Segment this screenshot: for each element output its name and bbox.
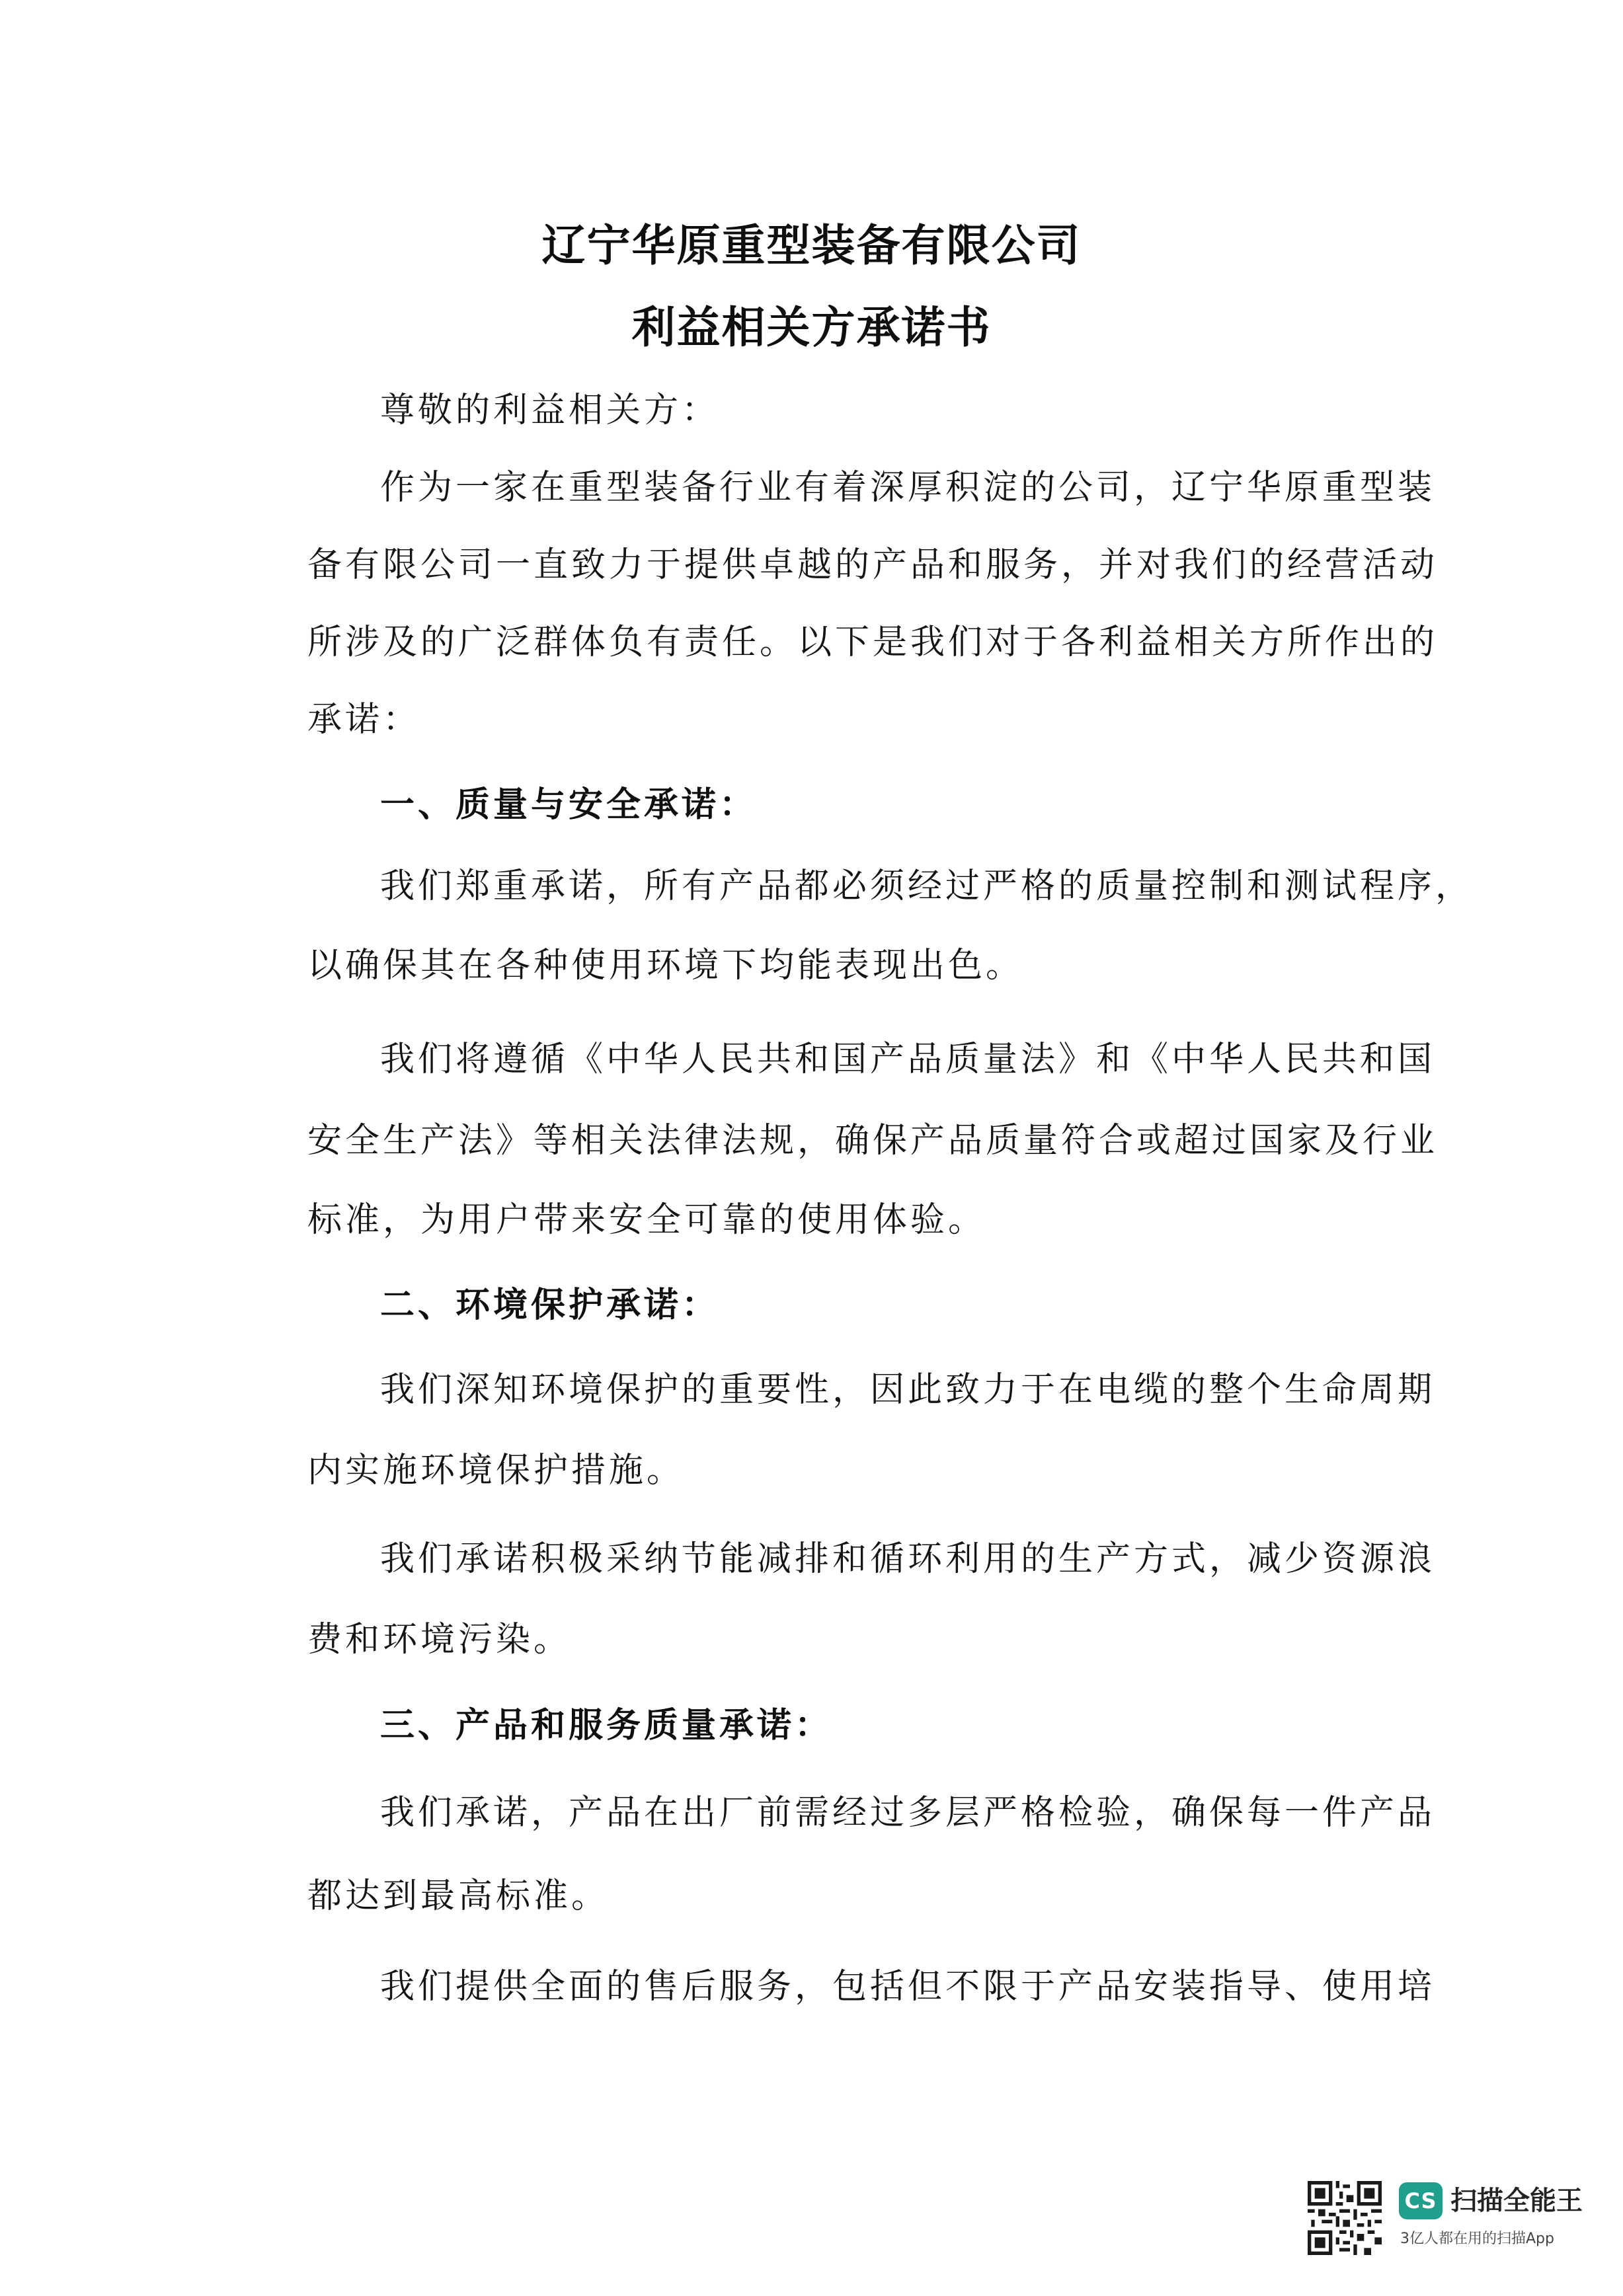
- intro-line-3: 所涉及的广泛群体负有责任。以下是我们对于各利益相关方所作出的: [307, 623, 1439, 662]
- section3-para2-line1: 我们提供全面的售后服务，包括但不限于产品安装指导、使用培: [380, 1967, 1436, 2007]
- intro-line-4: 承诺：: [307, 700, 421, 740]
- qr-code-icon: [1308, 2181, 1382, 2255]
- camscanner-logo: CS: [1399, 2182, 1443, 2219]
- section1-para1-line2: 以确保其在各种使用环境下均能表现出色。: [307, 946, 1024, 985]
- section1-para1-line1: 我们郑重承诺，所有产品都必须经过严格的质量控制和测试程序，: [380, 866, 1474, 906]
- section1-para2-line2: 安全生产法》等相关法律法规，确保产品质量符合或超过国家及行业: [307, 1121, 1439, 1161]
- section-heading-environment: 二、环境保护承诺：: [380, 1285, 720, 1325]
- scanner-app-name: 扫描全能王: [1450, 2186, 1583, 2216]
- scanner-app-tagline: 3亿人都在用的扫描App: [1400, 2231, 1554, 2247]
- section3-para1-line1: 我们承诺，产品在出厂前需经过多层严格检验，确保每一件产品: [380, 1793, 1436, 1833]
- section-heading-quality-safety: 一、质量与安全承诺：: [380, 785, 758, 825]
- intro-line-1: 作为一家在重型装备行业有着深厚积淀的公司，辽宁华原重型装: [380, 468, 1436, 508]
- document-title-subject: 利益相关方承诺书: [631, 302, 992, 353]
- section1-para2-line3: 标准，为用户带来安全可靠的使用体验。: [307, 1200, 986, 1240]
- section2-para2-line2: 费和环境污染。: [307, 1620, 572, 1660]
- intro-line-2: 备有限公司一直致力于提供卓越的产品和服务，并对我们的经营活动: [307, 545, 1439, 585]
- section-heading-product-service: 三、产品和服务质量承诺：: [380, 1706, 833, 1745]
- section2-para1-line1: 我们深知环境保护的重要性，因此致力于在电缆的整个生命周期: [380, 1370, 1436, 1410]
- section3-para1-line2: 都达到最高标准。: [307, 1876, 610, 1916]
- section1-para2-line1: 我们将遵循《中华人民共和国产品质量法》和《中华人民共和国: [380, 1040, 1436, 1079]
- section2-para2-line1: 我们承诺积极采纳节能减排和循环利用的生产方式，减少资源浪: [380, 1539, 1436, 1579]
- section2-para1-line2: 内实施环境保护措施。: [307, 1451, 685, 1490]
- document-title-company: 辽宁华原重型装备有限公司: [541, 220, 1082, 271]
- salutation: 尊敬的利益相关方：: [380, 391, 720, 430]
